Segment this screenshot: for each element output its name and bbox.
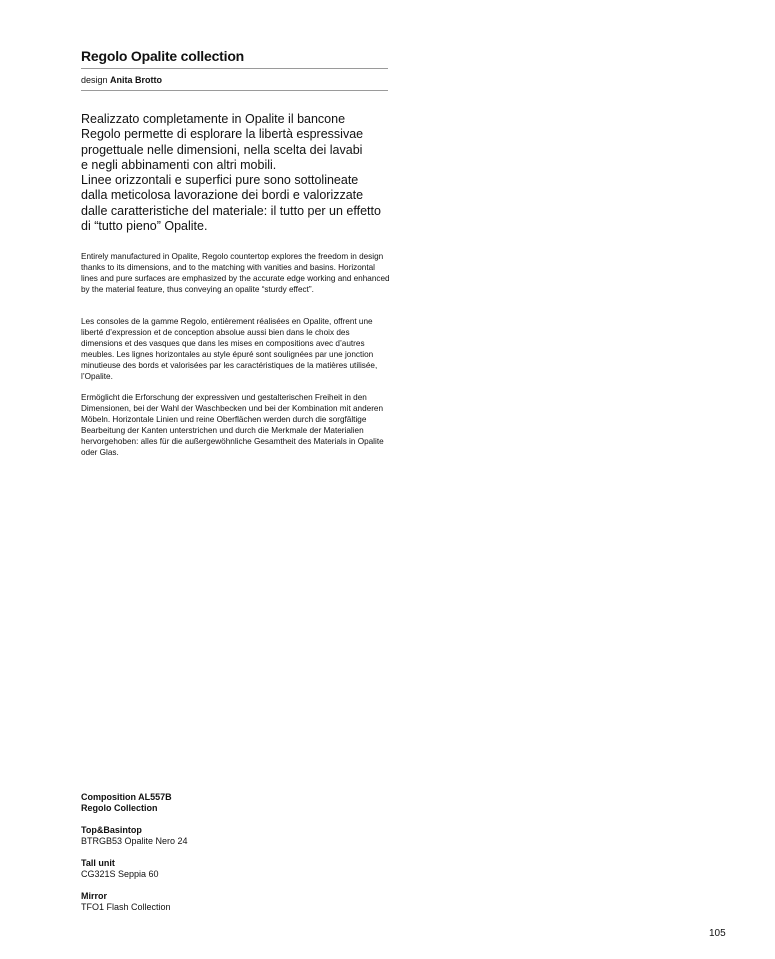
intro-line: di “tutto pieno” Opalite.: [81, 219, 208, 234]
intro-line: progettuale nelle dimensioni, nella scelta dei lavabi: [81, 142, 363, 157]
spec-label: Top&Basintop: [81, 825, 142, 835]
title-divider: [81, 68, 388, 69]
spec-mirror: [81, 891, 388, 913]
designer-divider: [81, 90, 388, 91]
spec-value: TFO1 Flash Collection: [81, 902, 171, 912]
intro-line: Linee orizzontali e superfici pure sono sottolineate: [81, 173, 359, 188]
designer-prefix: design: [81, 75, 108, 85]
spec-top-basintop: [81, 825, 388, 847]
text-french: Les consoles de la gamme Regolo, entièrement réalisées en Opalite, offrent une liberté d’expression et de conception absolue aussi bien dans le choix des dimensions et des vasques que dans les mises en compositions avec d’autres meubles. Les lignes horizontales au style épuré sont soulignées par une jonction minutieuse des bords et valorisées par les caractéristiques de la matières utilisée, l’Opalite.: [81, 317, 378, 381]
intro-line: e negli abbinamenti con altri mobili.: [81, 157, 277, 172]
spec-composition: [81, 792, 388, 814]
intro-italian: [81, 112, 381, 234]
intro-line: Regolo permette di esplorare la libertà espressivae: [81, 127, 364, 142]
intro-line: Realizzato completamente in Opalite il bancone: [81, 112, 346, 126]
designer-name: Anita Brotto: [110, 75, 163, 85]
page-number: 105: [709, 928, 726, 939]
text-english: Entirely manufactured in Opalite, Regolo countertop explores the freedom in design thanks to its dimensions, and to the matching with vanities and basins. Horizontal lines and pure surfaces are emphasized by the accurate edge working and enhanced by the material feature, thus conveying an opalite “sturdy effect”.: [81, 252, 390, 294]
spec-tall-unit: [81, 858, 388, 880]
intro-line: dalla meticolosa lavorazione dei bordi e valorizzate: [81, 188, 364, 203]
spec-value: BTRGB53 Opalite Nero 24: [81, 836, 188, 846]
spec-label: Tall unit: [81, 858, 115, 868]
page-title: Regolo Opalite collection: [81, 48, 245, 64]
spec-label: Mirror: [81, 891, 108, 901]
designer-credit: [81, 75, 388, 85]
intro-line: dalle caratteristiche del materiale: il tutto per un effetto: [81, 203, 381, 218]
product-specs: [81, 792, 388, 924]
text-german: Ermöglicht die Erforschung der expressiven und gestalterischen Freiheit in den Dimensionen, bei der Wahl der Waschbecken und bei der Kombination mit anderen Möbeln. Horizontale Linien und reine Oberflächen werden durch die sorgfältige Bearbeitung der Kanten unterstrichen und durch die Merkmale der Materialien hervorgehoben: alles für die außergewöhnliche Gesamtheit des Materials in Opalite oder Glas.: [81, 393, 384, 457]
composition-code: Composition AL557B: [81, 792, 172, 802]
collection-name: Regolo Collection: [81, 803, 158, 813]
spec-value: CG321S Seppia 60: [81, 869, 159, 879]
